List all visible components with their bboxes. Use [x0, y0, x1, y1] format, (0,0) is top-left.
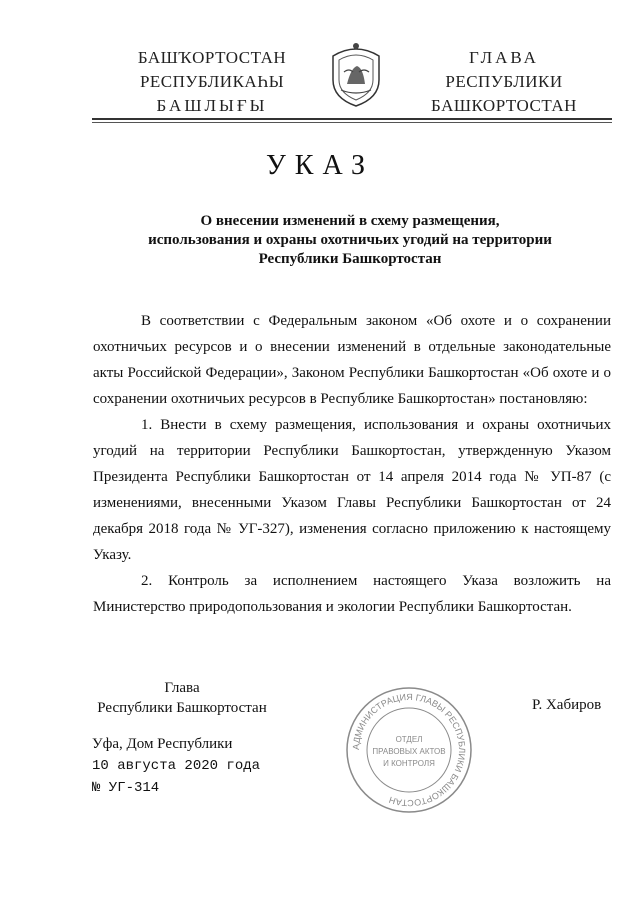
- header-left-line: БАШЛЫҒЫ: [156, 96, 268, 115]
- official-seal-stamp: [343, 684, 475, 816]
- body-item-2: 2. Контроль за исполнением настоящего Указа возложить на Министерство природопользования и экологии Республики Башкортостан.: [93, 573, 611, 615]
- issue-location: Уфа, Дом Республики: [92, 736, 233, 752]
- signatory-title-line: Глава: [164, 680, 200, 696]
- header-right-line: БАШКОРТОСТАН: [431, 96, 577, 115]
- document-body: [93, 308, 611, 620]
- header-divider-thin: [92, 122, 612, 123]
- signatory-title: [92, 678, 272, 718]
- header-left: [122, 46, 302, 118]
- body-item-1: 1. Внести в схему размещения, использования и охраны охотничьих угодий на территории Республики Башкортостан, утвержденную Указом Президента Республики Башкортостан от 14 апреля 2014 года № УП-87 (с изменениями, внесенными Указом Главы Республики Башкортостан от 24 декабря 2018 года № УГ-327), изменения согласно приложению к настоящему Указу.: [93, 417, 611, 563]
- bashkortostan-emblem-icon: [327, 38, 385, 108]
- document-subject: [130, 212, 570, 269]
- header-right: [414, 46, 594, 118]
- subject-line: О внесении изменений в схему размещения,: [200, 213, 500, 229]
- seal-center-text: И КОНТРОЛЯ: [383, 759, 435, 768]
- header-left-line: РЕСПУБЛИКАҺЫ: [139, 72, 285, 91]
- header-right-line: ГЛАВА: [469, 48, 539, 67]
- decree-number: № УГ-314: [92, 780, 160, 796]
- issue-place-date: [92, 733, 260, 799]
- seal-center-text: ОТДЕЛ: [395, 735, 423, 744]
- issue-date: 10 августа 2020 года: [92, 758, 261, 774]
- seal-ring-text: АДМИНИСТРАЦИЯ ГЛАВЫ РЕСПУБЛИКИ БАШКОРТОСТАН: [350, 691, 468, 809]
- seal-center-text: ПРАВОВЫХ АКТОВ: [372, 747, 446, 756]
- signatory-title-line: Республики Башкортостан: [97, 700, 267, 716]
- signatory-name: Р. Хабиров: [532, 697, 602, 713]
- document-title: УКАЗ: [265, 150, 375, 181]
- header-right-line: РЕСПУБЛИКИ: [445, 72, 563, 91]
- body-intro: В соответствии с Федеральным законом «Об охоте и о сохранении охотничьих ресурсов и о внесении изменений в отдельные законодательные акты Российской Федерации», Законом Республики Башкортостан «Об охоте и о сохранении охотничьих ресурсов в Республике Башкортостан» постановляю:: [93, 313, 611, 407]
- subject-line: Республики Башкортостан: [258, 251, 442, 267]
- header-divider: [92, 118, 612, 120]
- header-left-line: БАШҠОРТОСТАН: [137, 48, 287, 67]
- subject-line: использования и охраны охотничьих угодий на территории: [148, 232, 552, 248]
